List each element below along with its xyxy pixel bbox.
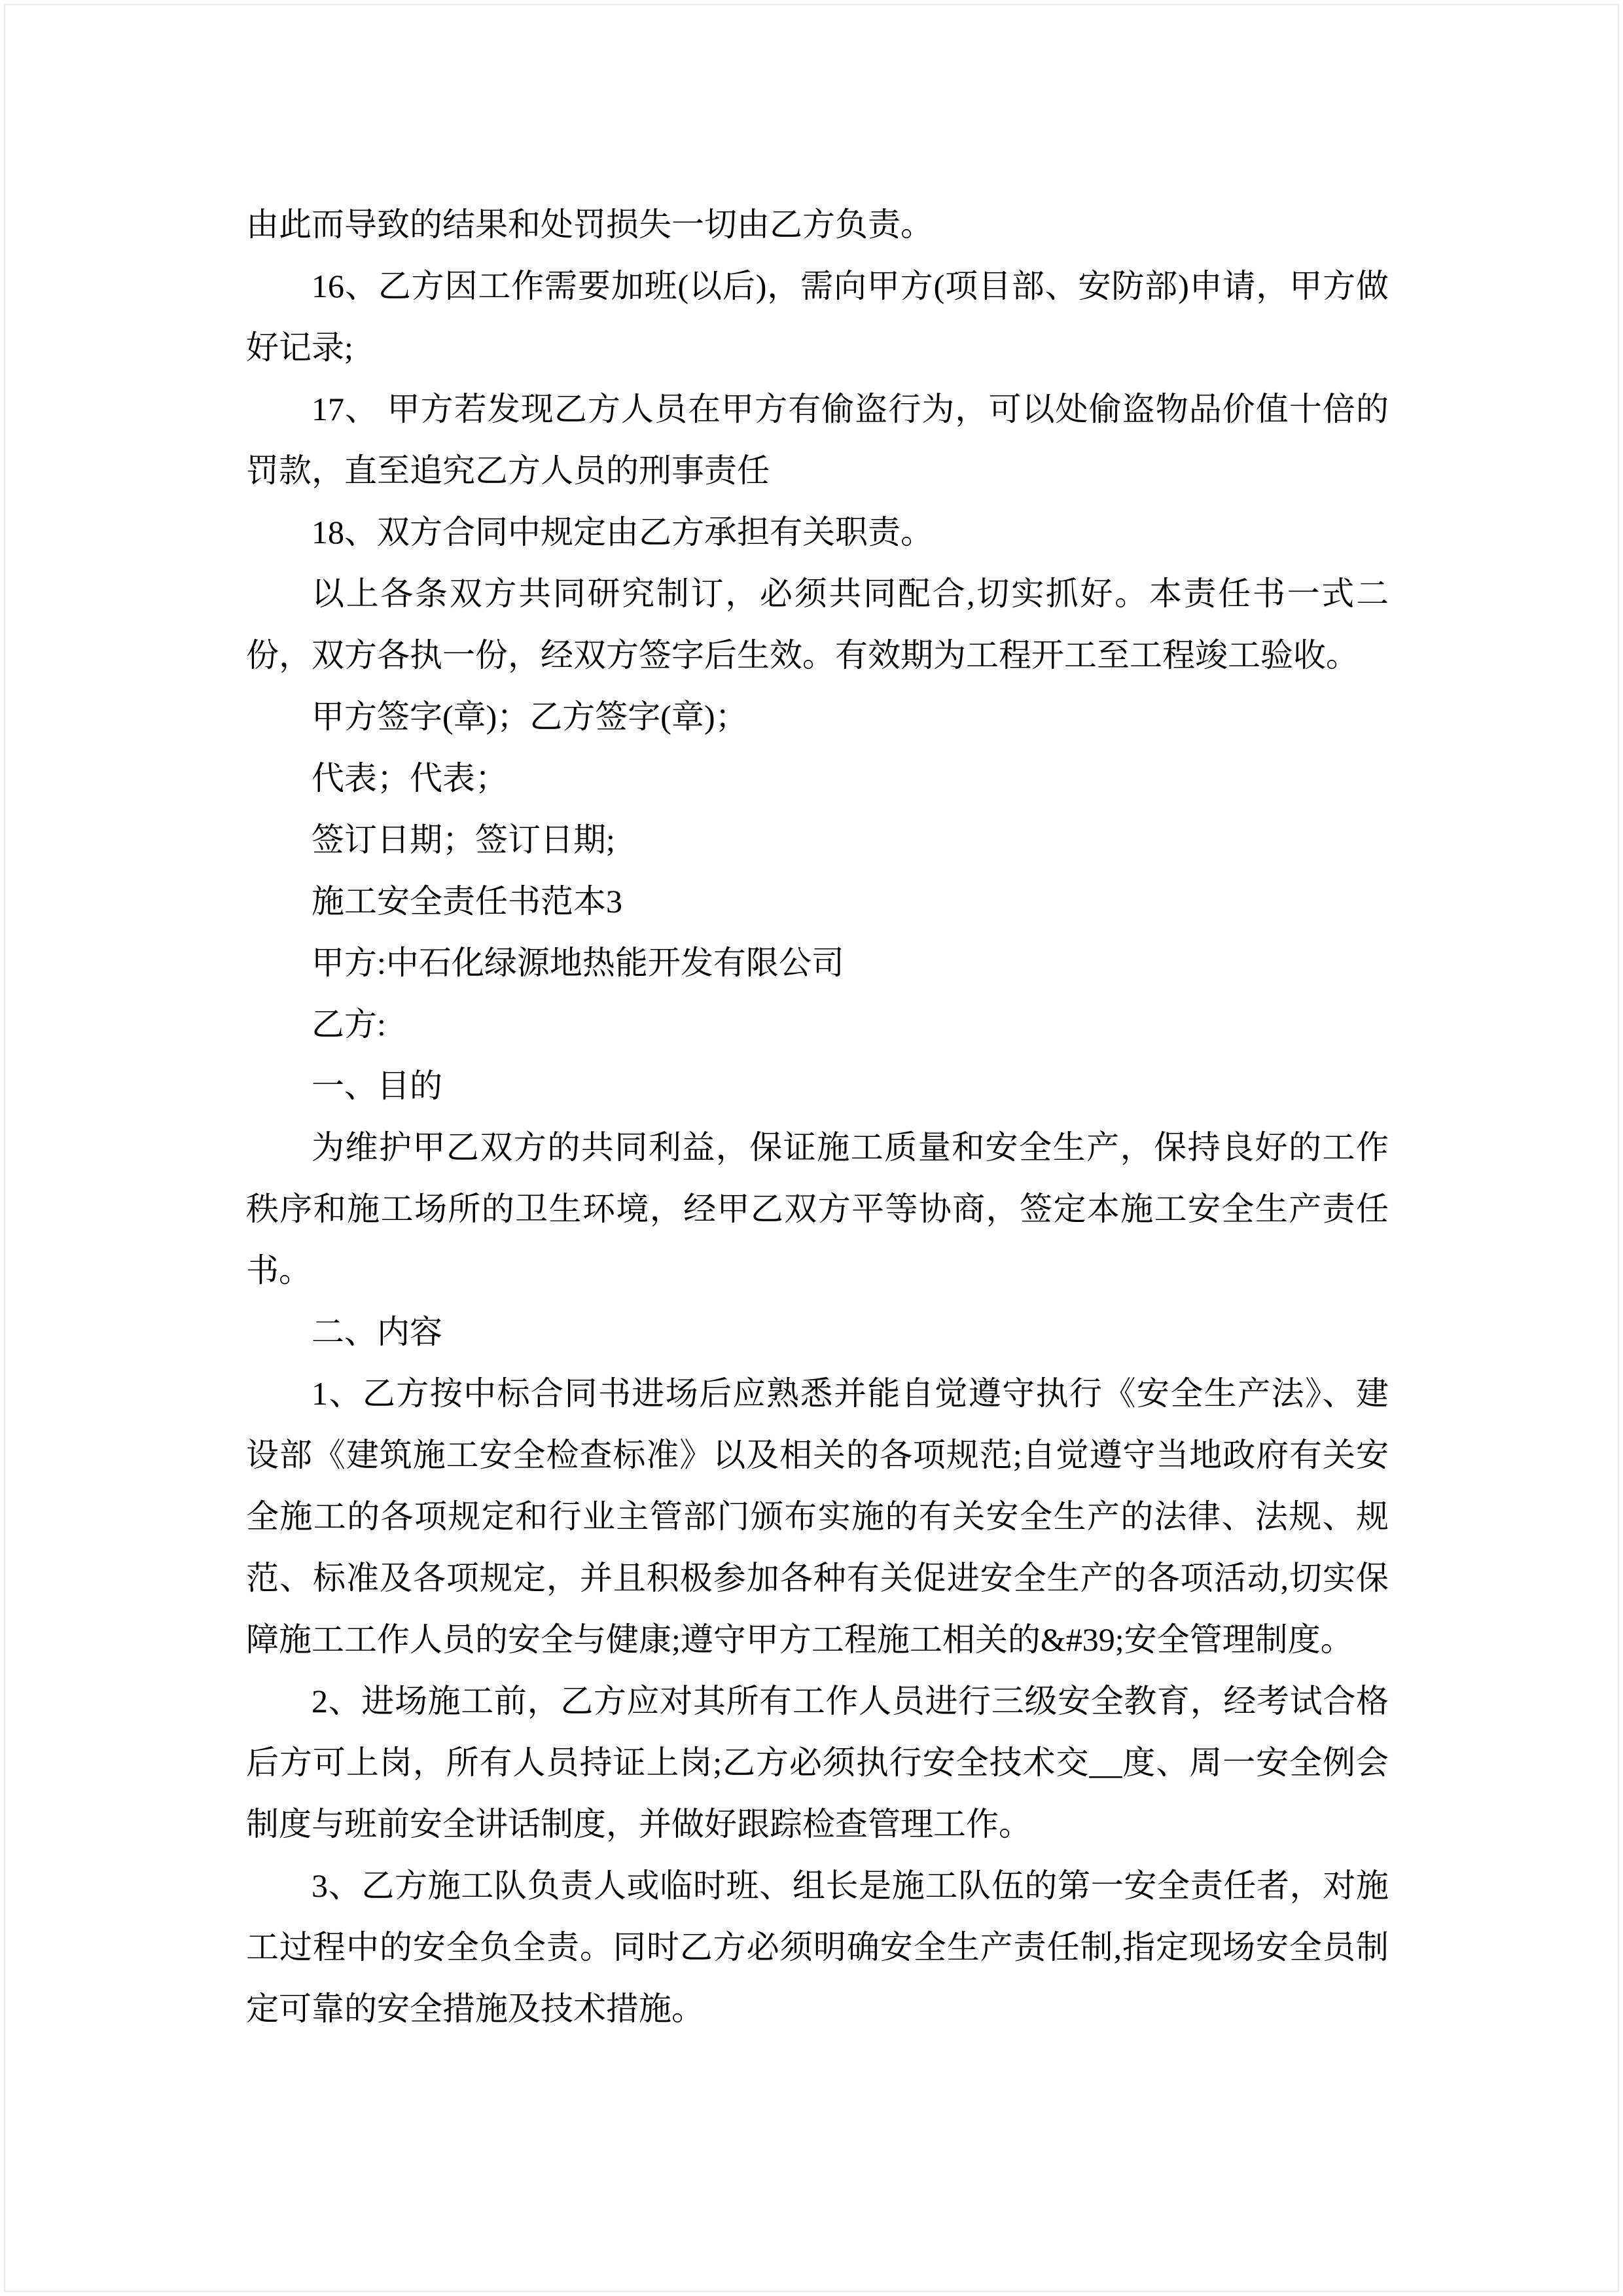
paragraph: 以上各条双方共同研究制订，必须共同配合,切实抓好。本责任书一式二份，双方各执一份，经双方签字后生效。有效期为工程开工至工程竣工验收。 [246,575,1389,673]
paragraph: 乙方: [312,1006,386,1043]
paragraph: 由此而导致的结果和处罚损失一切由乙方负责。 [246,206,933,243]
paragraph: 17、 甲方若发现乙方人员在甲方有偷盗行为，可以处偷盗物品价值十倍的罚款，直至追究乙方人员的刑事责任 [246,391,1389,489]
document-page [246,194,1389,2039]
paragraph: 施工安全责任书范本3 [312,883,622,920]
paragraph: 2、进场施工前，乙方应对其所有工作人员进行三级安全教育，经考试合格后方可上岗，所有人员持证上岗;乙方必须执行安全技术交__度、周一安全例会制度与班前安全讲话制度，并做好跟踪检查管理工作。 [246,1683,1389,1842]
paragraph: 18、双方合同中规定由乙方承担有关职责。 [312,514,933,550]
paragraph: 二、内容 [312,1314,442,1350]
paragraph: 甲方签字(章)；乙方签字(章)； [312,698,748,735]
paragraph: 代表；代表； [312,760,508,797]
paragraph: 3、乙方施工队负责人或临时班、组长是施工队伍的第一安全责任者，对施工过程中的安全负全责。同时乙方必须明确安全生产责任制,指定现场安全员制定可靠的安全措施及技术措施。 [246,1867,1389,2027]
paragraph: 签订日期；签订日期; [312,821,615,858]
paragraph: 为维护甲乙双方的共同利益，保证施工质量和安全生产，保持良好的工作秩序和施工场所的卫生环境，经甲乙双方平等协商，签定本施工安全生产责任书。 [246,1129,1389,1289]
paragraph: 甲方:中石化绿源地热能开发有限公司 [312,944,844,981]
document-body [246,194,1389,2039]
paragraph: 1、乙方按中标合同书进场后应熟悉并能自觉遵守执行《安全生产法》、建设部《建筑施工安全检查标准》以及相关的各项规范;自觉遵守当地政府有关安全施工的各项规定和行业主管部门颁布实施的有关安全生产的法律、法规、规范、标准及各项规定，并且积极参加各种有关促进安全生产的各项活动,切实保障施工工作人员的安全与健康;遵守甲方工程施工相关的&#39;安全管理制度。 [246,1375,1389,1658]
paragraph: 16、乙方因工作需要加班(以后)，需向甲方(项目部、安防部)申请，甲方做好记录; [246,268,1389,366]
paragraph: 一、目的 [312,1067,442,1104]
